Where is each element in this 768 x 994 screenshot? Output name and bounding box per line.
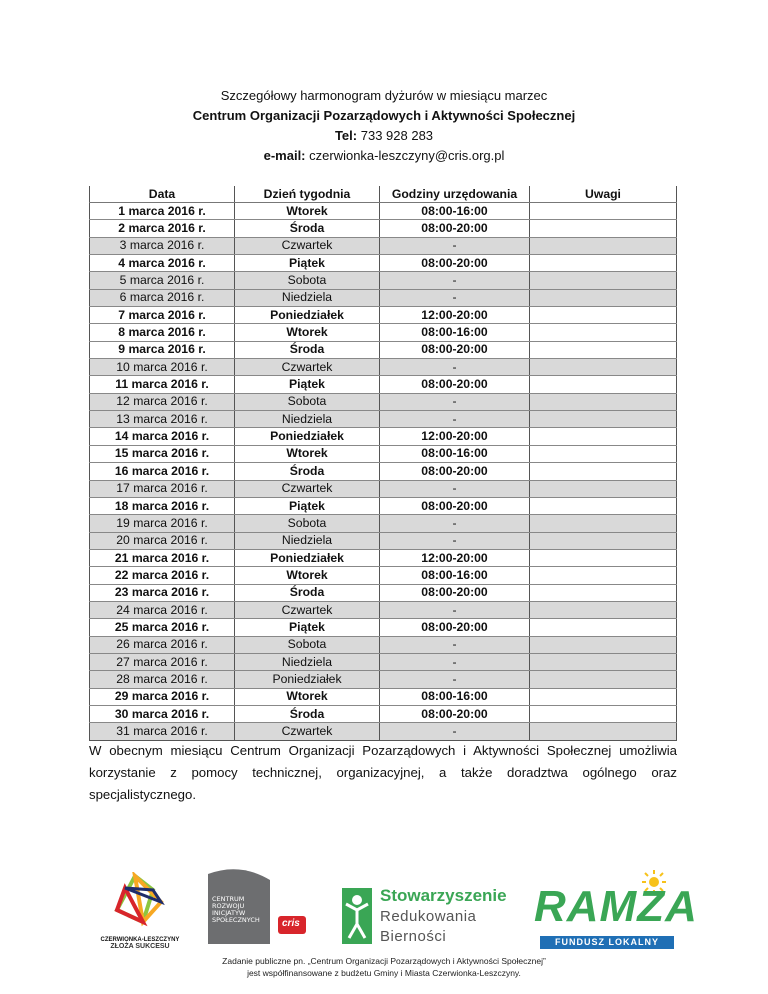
cell-day: Niedziela: [235, 532, 380, 549]
cell-notes: [530, 255, 677, 272]
stowarzyszenie-line3: Bierności: [380, 928, 447, 945]
cell-day: Niedziela: [235, 411, 380, 428]
cris-text: CENTRUM ROZWOJU INICJATYW SPOŁECZNYCH: [212, 895, 260, 924]
cell-hours: -: [380, 653, 530, 670]
cell-day: Piątek: [235, 376, 380, 393]
cell-hours: -: [380, 411, 530, 428]
cell-day: Wtorek: [235, 567, 380, 584]
cell-date: 5 marca 2016 r.: [90, 272, 235, 289]
cell-date: 18 marca 2016 r.: [90, 497, 235, 514]
cris-logo: [200, 866, 320, 951]
cell-date: 11 marca 2016 r.: [90, 376, 235, 393]
cell-notes: [530, 532, 677, 549]
cell-date: 25 marca 2016 r.: [90, 619, 235, 636]
cell-date: 7 marca 2016 r.: [90, 307, 235, 324]
cell-hours: 08:00-20:00: [380, 497, 530, 514]
cell-day: Czwartek: [235, 601, 380, 618]
footer-line1: Zadanie publiczne pn. „Centrum Organizacji Pozarządowych i Aktywności Społecznej”: [222, 956, 546, 966]
cell-date: 6 marca 2016 r.: [90, 289, 235, 306]
cell-hours: 12:00-20:00: [380, 549, 530, 566]
table-row: [90, 307, 677, 324]
table-row: [90, 515, 677, 532]
cell-hours: 08:00-20:00: [380, 341, 530, 358]
cell-hours: 12:00-20:00: [380, 428, 530, 445]
cell-hours: -: [380, 289, 530, 306]
cell-date: 28 marca 2016 r.: [90, 671, 235, 688]
stowarzyszenie-logo: [340, 884, 530, 949]
cell-notes: [530, 359, 677, 376]
cell-notes: [530, 671, 677, 688]
cell-date: 15 marca 2016 r.: [90, 445, 235, 462]
ramza-title: RAMZA: [534, 882, 698, 931]
table-row: [90, 255, 677, 272]
cell-hours: 08:00-20:00: [380, 463, 530, 480]
crystal-icon: [95, 872, 185, 930]
cell-day: Niedziela: [235, 289, 380, 306]
cell-notes: [530, 307, 677, 324]
cell-hours: -: [380, 515, 530, 532]
table-row: [90, 203, 677, 220]
phone-line: Tel: 733 928 283: [334, 128, 434, 143]
cell-day: Czwartek: [235, 723, 380, 740]
cell-day: Niedziela: [235, 653, 380, 670]
cell-date: 19 marca 2016 r.: [90, 515, 235, 532]
cell-hours: -: [380, 601, 530, 618]
table-row: [90, 723, 677, 740]
table-row: [90, 272, 677, 289]
cell-hours: -: [380, 723, 530, 740]
cell-hours: -: [380, 393, 530, 410]
funding-footer: [0, 955, 768, 979]
cell-date: 26 marca 2016 r.: [90, 636, 235, 653]
cell-hours: 08:00-16:00: [380, 324, 530, 341]
cell-notes: [530, 705, 677, 722]
cell-hours: 08:00-16:00: [380, 203, 530, 220]
cell-date: 3 marca 2016 r.: [90, 237, 235, 254]
cell-notes: [530, 584, 677, 601]
footer-line2: jest współfinansowane z budżetu Gminy i Miasta Czerwionka-Leszczyny.: [247, 968, 521, 978]
table-row: [90, 636, 677, 653]
cell-notes: [530, 324, 677, 341]
cell-notes: [530, 272, 677, 289]
czerwionka-name: CZERWIONKA-LESZCZYNY: [100, 937, 180, 943]
cell-day: Środa: [235, 584, 380, 601]
document-header: [0, 86, 768, 166]
cell-date: 10 marca 2016 r.: [90, 359, 235, 376]
cell-day: Poniedziałek: [235, 307, 380, 324]
cell-date: 31 marca 2016 r.: [90, 723, 235, 740]
table-row: [90, 463, 677, 480]
cell-day: Środa: [235, 220, 380, 237]
cell-notes: [530, 688, 677, 705]
cell-notes: [530, 289, 677, 306]
cell-hours: 08:00-20:00: [380, 705, 530, 722]
column-header-hours: Godziny urzędowania: [380, 186, 530, 203]
cell-hours: 08:00-20:00: [380, 584, 530, 601]
cell-hours: -: [380, 359, 530, 376]
cell-hours: 08:00-20:00: [380, 220, 530, 237]
schedule-rows: [90, 203, 677, 741]
cell-date: 24 marca 2016 r.: [90, 601, 235, 618]
cell-notes: [530, 619, 677, 636]
table-row: [90, 497, 677, 514]
cell-notes: [530, 341, 677, 358]
cell-day: Wtorek: [235, 324, 380, 341]
table-row: [90, 549, 677, 566]
column-header-notes: Uwagi: [530, 186, 677, 203]
cell-date: 1 marca 2016 r.: [90, 203, 235, 220]
cell-day: Czwartek: [235, 480, 380, 497]
cell-day: Sobota: [235, 393, 380, 410]
table-row: [90, 220, 677, 237]
table-row: [90, 359, 677, 376]
cell-notes: [530, 480, 677, 497]
table-row: [90, 411, 677, 428]
cell-date: 16 marca 2016 r.: [90, 463, 235, 480]
cell-date: 27 marca 2016 r.: [90, 653, 235, 670]
cell-date: 29 marca 2016 r.: [90, 688, 235, 705]
cell-day: Sobota: [235, 515, 380, 532]
cell-day: Sobota: [235, 272, 380, 289]
organization-name: Centrum Organizacji Pozarządowych i Aktywności Społecznej: [192, 108, 576, 123]
cell-hours: -: [380, 272, 530, 289]
table-row: [90, 237, 677, 254]
cell-day: Poniedziałek: [235, 428, 380, 445]
table-row: [90, 584, 677, 601]
cell-hours: 08:00-16:00: [380, 567, 530, 584]
cell-notes: [530, 515, 677, 532]
cell-notes: [530, 428, 677, 445]
cell-notes: [530, 601, 677, 618]
cell-hours: -: [380, 237, 530, 254]
cell-hours: -: [380, 480, 530, 497]
ramza-subtitle: FUNDUSZ LOKALNY: [540, 936, 674, 949]
cell-day: Środa: [235, 463, 380, 480]
cell-notes: [530, 376, 677, 393]
table-row: [90, 376, 677, 393]
table-row: [90, 601, 677, 618]
table-row: [90, 445, 677, 462]
ramza-logo: [532, 870, 698, 950]
czerwionka-leszczyny-logo: [95, 872, 185, 952]
cell-hours: 08:00-16:00: [380, 445, 530, 462]
person-icon: [340, 884, 374, 946]
cell-date: 12 marca 2016 r.: [90, 393, 235, 410]
table-row: [90, 428, 677, 445]
cell-notes: [530, 653, 677, 670]
cell-date: 14 marca 2016 r.: [90, 428, 235, 445]
cell-day: Piątek: [235, 497, 380, 514]
cell-date: 2 marca 2016 r.: [90, 220, 235, 237]
cell-day: Poniedziałek: [235, 549, 380, 566]
cell-date: 8 marca 2016 r.: [90, 324, 235, 341]
cell-day: Wtorek: [235, 203, 380, 220]
cell-date: 20 marca 2016 r.: [90, 532, 235, 549]
cell-notes: [530, 723, 677, 740]
cell-date: 22 marca 2016 r.: [90, 567, 235, 584]
cell-day: Piątek: [235, 619, 380, 636]
cell-notes: [530, 393, 677, 410]
cell-notes: [530, 549, 677, 566]
table-row: [90, 688, 677, 705]
cell-date: 17 marca 2016 r.: [90, 480, 235, 497]
info-paragraph: W obecnym miesiącu Centrum Organizacji Pozarządowych i Aktywności Społecznej umożliwia korzystanie z pomocy technicznej, organizacyjnej, a także doradztwa ogólnego oraz specjalistycznego.: [89, 743, 677, 802]
cell-notes: [530, 463, 677, 480]
cell-notes: [530, 220, 677, 237]
table-row: [90, 324, 677, 341]
table-row: [90, 619, 677, 636]
cell-day: Piątek: [235, 255, 380, 272]
cell-hours: 08:00-20:00: [380, 619, 530, 636]
table-row: [90, 480, 677, 497]
cell-hours: 08:00-16:00: [380, 688, 530, 705]
column-header-day: Dzień tygodnia: [235, 186, 380, 203]
cell-date: 21 marca 2016 r.: [90, 549, 235, 566]
stowarzyszenie-line2: Redukowania: [380, 908, 477, 925]
cell-hours: 12:00-20:00: [380, 307, 530, 324]
table-row: [90, 341, 677, 358]
cell-notes: [530, 411, 677, 428]
cell-date: 4 marca 2016 r.: [90, 255, 235, 272]
cell-day: Środa: [235, 705, 380, 722]
table-row: [90, 705, 677, 722]
table-row: [90, 289, 677, 306]
cell-day: Czwartek: [235, 359, 380, 376]
cell-notes: [530, 497, 677, 514]
cell-date: 30 marca 2016 r.: [90, 705, 235, 722]
cell-date: 23 marca 2016 r.: [90, 584, 235, 601]
cell-day: Wtorek: [235, 445, 380, 462]
cell-hours: -: [380, 532, 530, 549]
header-title: Szczegółowy harmonogram dyżurów w miesiącu marzec: [220, 88, 548, 103]
cell-hours: 08:00-20:00: [380, 255, 530, 272]
table-row: [90, 671, 677, 688]
cell-date: 13 marca 2016 r.: [90, 411, 235, 428]
cell-day: Sobota: [235, 636, 380, 653]
cell-notes: [530, 237, 677, 254]
table-row: [90, 567, 677, 584]
email-link[interactable]: czerwionka-leszczyny@cris.org.pl: [309, 148, 505, 163]
table-header-row: [90, 186, 677, 203]
cell-day: Wtorek: [235, 688, 380, 705]
schedule-table: [89, 186, 677, 741]
cell-hours: -: [380, 636, 530, 653]
cell-date: 9 marca 2016 r.: [90, 341, 235, 358]
cell-notes: [530, 636, 677, 653]
cell-day: Środa: [235, 341, 380, 358]
table-row: [90, 532, 677, 549]
table-row: [90, 653, 677, 670]
cell-notes: [530, 445, 677, 462]
cell-hours: 08:00-20:00: [380, 376, 530, 393]
cell-day: Poniedziałek: [235, 671, 380, 688]
cell-notes: [530, 567, 677, 584]
table-row: [90, 393, 677, 410]
cell-hours: -: [380, 671, 530, 688]
czerwionka-tagline: ZŁOŻA SUKCESU: [110, 943, 170, 950]
column-header-date: Data: [90, 186, 235, 203]
cris-badge: cris: [282, 918, 300, 929]
email-line: e-mail: czerwionka-leszczyny@cris.org.pl: [263, 148, 505, 163]
stowarzyszenie-line1: Stowarzyszenie: [380, 886, 507, 905]
cell-day: Czwartek: [235, 237, 380, 254]
sponsor-logos: [0, 860, 768, 955]
cell-notes: [530, 203, 677, 220]
